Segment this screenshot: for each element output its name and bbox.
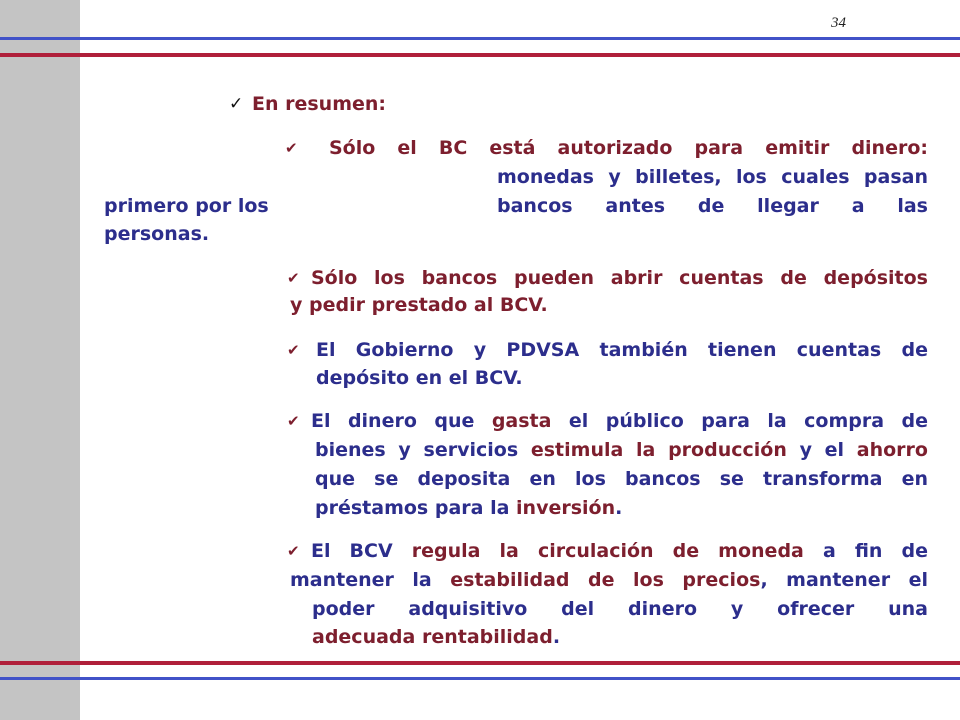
point-line <box>315 436 928 464</box>
point-line <box>316 364 523 392</box>
point-text: bienes y servicios <box>315 439 519 461</box>
point-text: El Gobierno y PDVSA también tienen cuentas de <box>316 339 928 361</box>
point-text: a fin de <box>822 540 928 562</box>
point-text: el público para la compra de <box>568 410 928 432</box>
heavy-check-icon <box>287 407 300 435</box>
point-line <box>497 192 928 220</box>
emphasis-text: regula la circulación de moneda <box>411 540 804 562</box>
summary-heading: En resumen: <box>252 93 387 115</box>
point-text: , mantener el <box>760 569 928 591</box>
emphasis-text: gasta <box>491 410 552 432</box>
point-text: depósito en el BCV. <box>316 367 523 389</box>
bottom-red-rule <box>0 661 960 665</box>
page-number: 34 <box>831 15 846 31</box>
point-text: . <box>552 626 561 648</box>
emphasis-text: y pedir prestado al BCV. <box>290 294 548 316</box>
point-text: y el <box>799 439 845 461</box>
heavy-check-icon <box>287 537 300 565</box>
check-icon <box>229 90 243 118</box>
top-blue-rule <box>0 37 960 40</box>
point-line <box>311 264 928 292</box>
point-line <box>315 465 928 493</box>
point-text: mantener la <box>290 569 432 591</box>
point-text: El BCV <box>311 540 393 562</box>
point-text: que se deposita en los bancos se transforma en <box>315 468 928 490</box>
point-text: personas. <box>104 223 210 245</box>
point-line <box>311 407 928 435</box>
point-line <box>312 623 560 651</box>
bottom-blue-rule <box>0 677 960 680</box>
heavy-check-icon <box>287 264 300 292</box>
point-line <box>290 291 548 319</box>
heavy-check-icon <box>287 336 300 364</box>
point-text: . <box>615 497 623 519</box>
emphasis-text: estimula la producción <box>530 439 787 461</box>
emphasis-text: inversión <box>516 497 616 519</box>
point-line <box>316 336 928 364</box>
heavy-check-icon <box>285 134 298 162</box>
point-line <box>312 595 928 623</box>
top-red-rule <box>0 53 960 57</box>
left-gray-band <box>0 0 80 720</box>
point-line <box>104 192 269 220</box>
point-text: monedas y billetes, los cuales pasan <box>497 166 928 188</box>
point-line <box>104 220 209 248</box>
point-text: bancos antes de llegar a las <box>497 195 928 217</box>
point-line <box>497 163 928 191</box>
emphasis-text: Sólo el BC está autorizado para emitir dinero: <box>329 137 928 159</box>
point-line <box>311 537 928 565</box>
emphasis-text: ahorro <box>856 439 928 461</box>
point-text: primero por los <box>104 195 269 217</box>
point-line <box>329 134 928 162</box>
point-line <box>315 494 622 522</box>
emphasis-text: Sólo los bancos pueden abrir cuentas de depósitos <box>311 267 928 289</box>
point-text: poder adquisitivo del dinero y ofrecer una <box>312 598 928 620</box>
emphasis-text: estabilidad de los precios <box>450 569 761 591</box>
point-text: El dinero que <box>311 410 475 432</box>
point-line <box>290 566 928 594</box>
point-text: préstamos para la <box>315 497 510 519</box>
emphasis-text: adecuada rentabilidad <box>312 626 553 648</box>
